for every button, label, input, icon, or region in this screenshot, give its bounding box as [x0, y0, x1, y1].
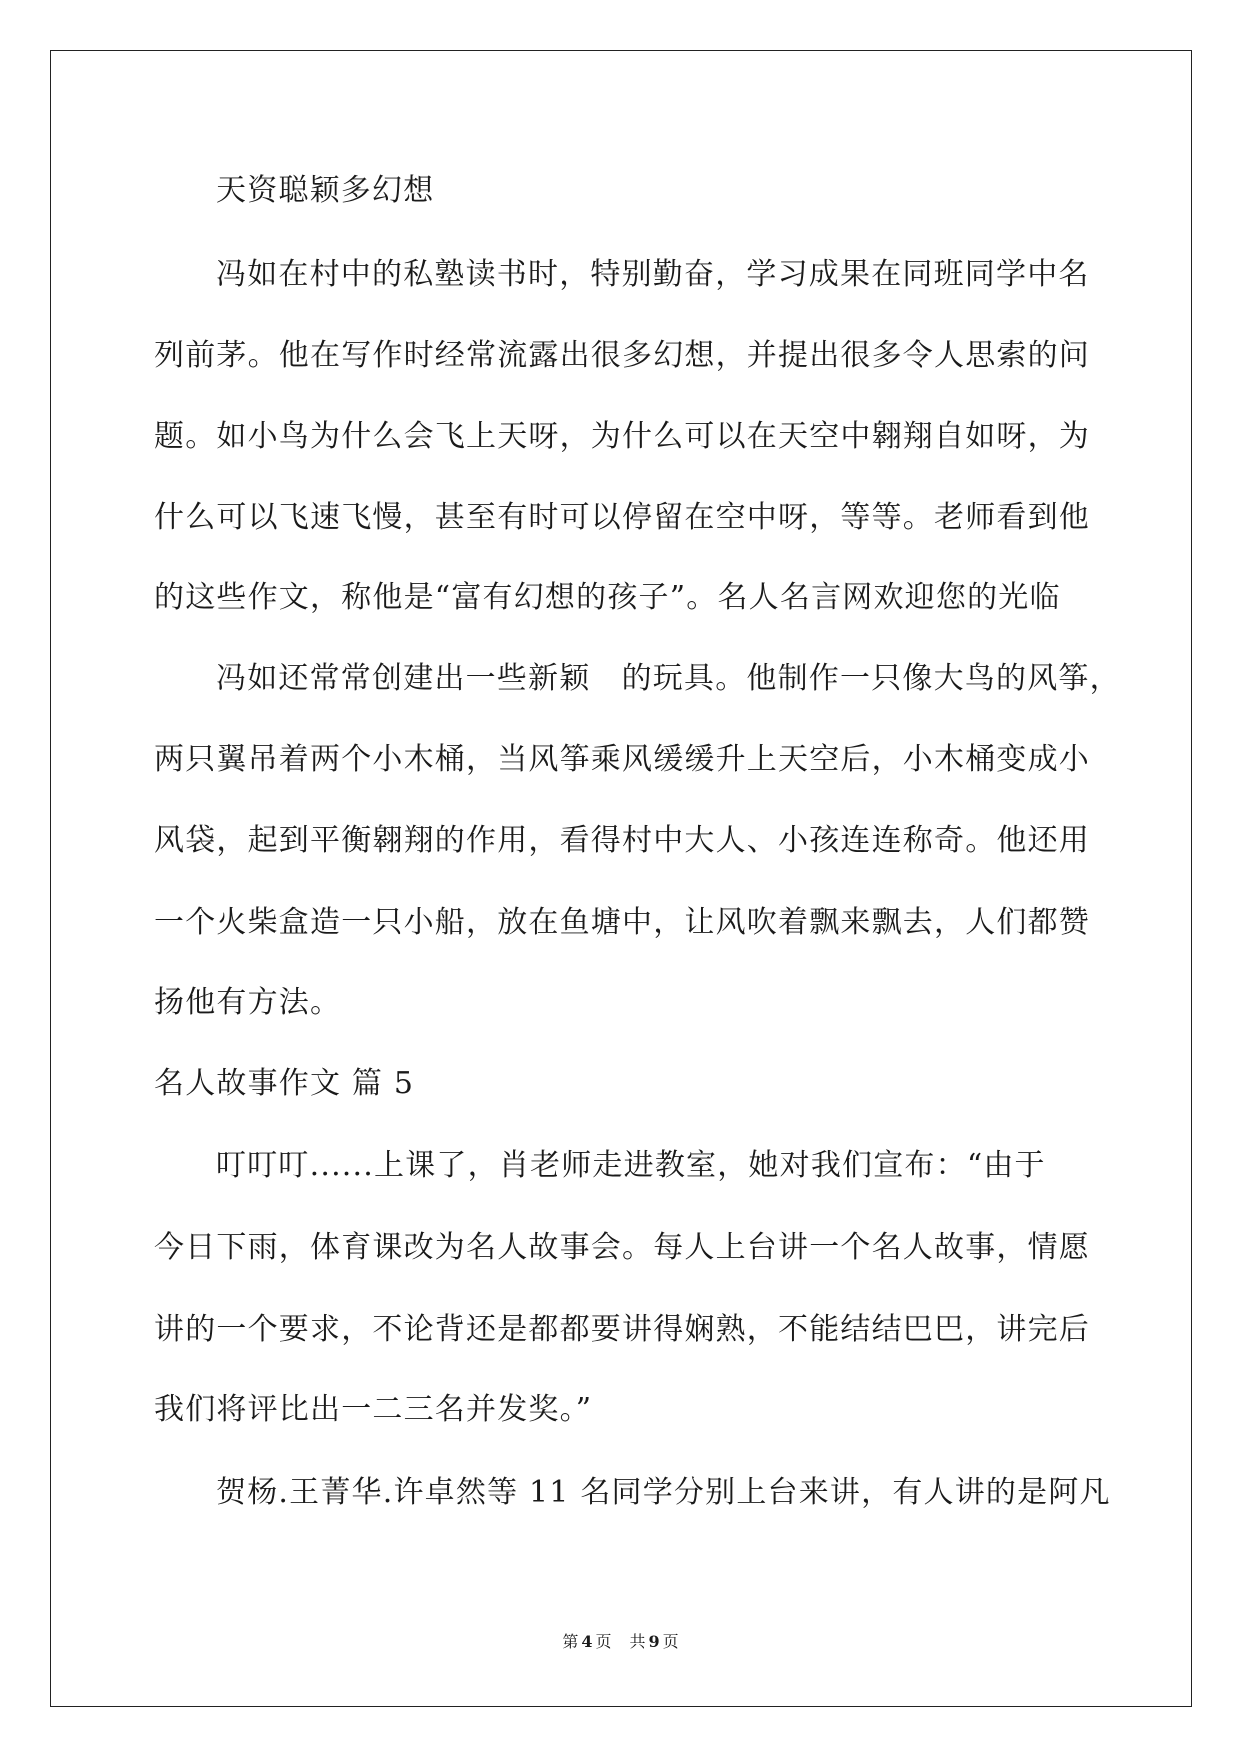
text-line: 冯如还常常创建出一些新颖 的玩具。他制作一只像大鸟的风筝， [216, 661, 1121, 696]
text-line: 叮叮叮......上课了，肖老师走进教室，她对我们宣布：“由于 [216, 1148, 1046, 1183]
text-line: 讲的一个要求，不论背还是都都要讲得娴熟，不能结结巴巴，讲完后 [154, 1312, 1090, 1347]
text-line: 题。如小鸟为什么会飞上天呀，为什么可以在天空中翱翔自如呀，为 [154, 419, 1090, 454]
page-prefix: 第 [562, 1632, 579, 1651]
text-line: 列前茅。他在写作时经常流露出很多幻想，并提出很多令人思索的问 [154, 338, 1090, 373]
text-line: 一个火柴盒造一只小船，放在鱼塘中，让风吹着飘来飘去，人们都赞 [154, 905, 1090, 940]
page-number: 4 [581, 1632, 593, 1651]
text-line: 什么可以飞速飞慢，甚至有时可以停留在空中呀，等等。老师看到他 [154, 500, 1090, 535]
text-line: 扬他有方法。 [154, 985, 342, 1020]
text-line: 我们将评比出一二三名并发奖。” [154, 1392, 593, 1427]
text-line: 两只翼吊着两个小木桶，当风筝乘风缓缓升上天空后，小木桶变成小 [154, 742, 1090, 777]
text-line: 的这些作文，称他是“富有幻想的孩子”。名人名言网欢迎您的光临 [154, 580, 1061, 615]
text-line: 冯如在村中的私塾读书时，特别勤奋，学习成果在同班同学中名 [216, 257, 1090, 292]
section-heading: 名人故事作文 篇 5 [154, 1066, 415, 1101]
text-line: 风袋，起到平衡翱翔的作用，看得村中大人、小孩连连称奇。他还用 [154, 823, 1090, 858]
total-suffix: 页 [662, 1632, 679, 1651]
text-line: 贺杨.王菁华.许卓然等 11 名同学分别上台来讲，有人讲的是阿凡 [216, 1475, 1111, 1510]
page-footer [0, 1630, 1241, 1654]
text-line: 今日下雨，体育课改为名人故事会。每人上台讲一个名人故事，情愿 [154, 1230, 1090, 1265]
page-suffix: 页 [595, 1632, 612, 1651]
total-pages: 9 [648, 1632, 660, 1651]
total-prefix: 共 [629, 1632, 646, 1651]
section-subtitle: 天资聪颖多幻想 [216, 173, 435, 208]
page-border [50, 50, 1192, 1707]
